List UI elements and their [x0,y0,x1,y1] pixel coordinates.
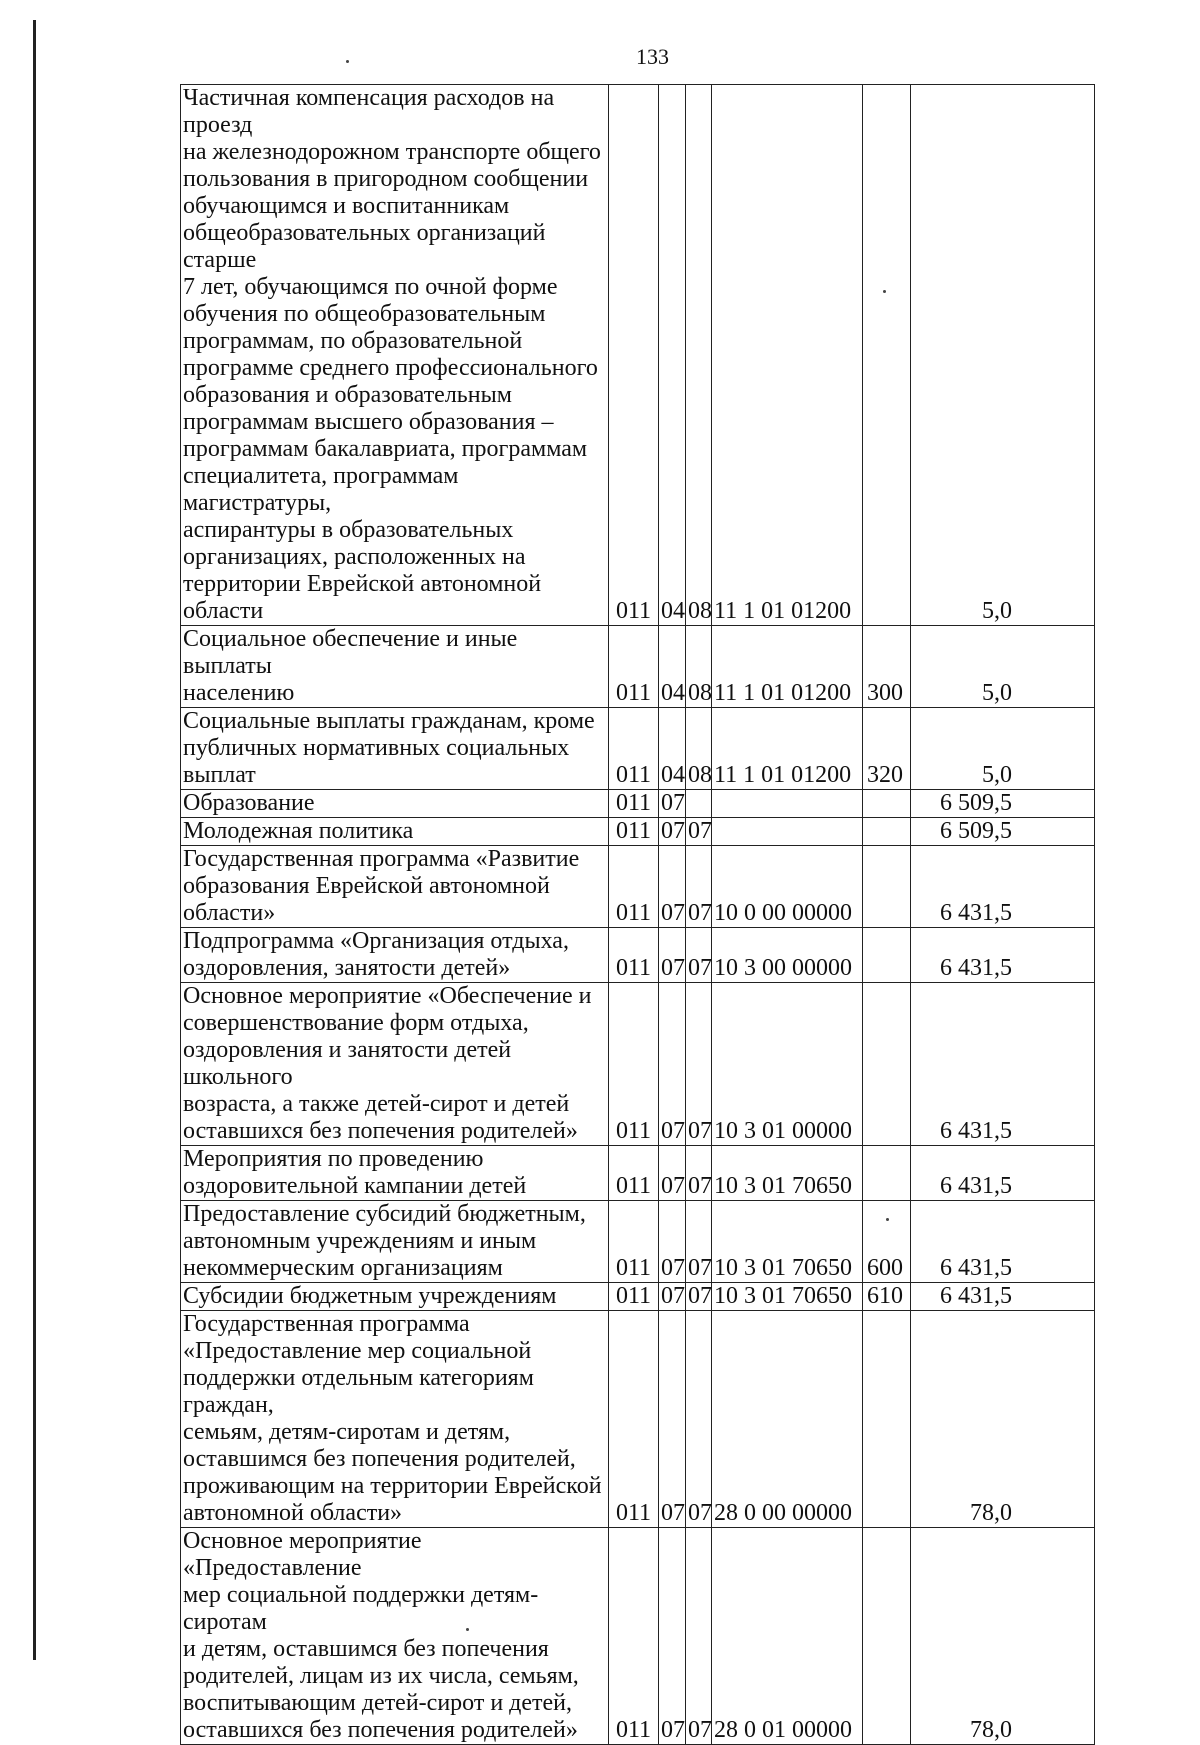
table-row [181,928,1095,983]
item-name-line: Предоставление субсидий бюджетным, [183,1201,586,1227]
item-name-line: проживающим на территории Еврейской [183,1473,602,1499]
subsection-code-cell: 08 [686,708,712,790]
expense-type-cell: 320 [863,708,911,790]
budget-table [180,84,1095,1745]
amount-cell: 78,0 [911,1528,1095,1745]
admin-code-cell: 011 [609,1528,659,1745]
item-name-cell [181,818,609,846]
amount-cell: 5,0 [911,708,1095,790]
item-name-cell [181,1146,609,1201]
subsection-code-cell: 07 [686,1528,712,1745]
item-name-line: специалитета, программам магистратуры, [183,463,459,516]
subsection-code-cell: 08 [686,626,712,708]
target-article-cell: 11 1 01 01200 [712,626,863,708]
section-code-cell: 07 [659,1146,686,1201]
subsection-code-cell: 07 [686,818,712,846]
item-name-line: пользования в пригородном сообщении [183,166,589,192]
item-name-line: Подпрограмма «Организация отдыха, [183,928,569,954]
item-name-cell [181,928,609,983]
target-article-cell: 10 0 00 00000 [712,846,863,928]
expense-type-cell [863,85,911,626]
subsection-code-cell: 07 [686,928,712,983]
item-name-line: семьям, детям-сиротам и детям, [183,1419,511,1445]
table-row [181,1201,1095,1283]
item-name-line: Субсидии бюджетным учреждениям [183,1283,557,1309]
amount-cell: 6 509,5 [911,818,1095,846]
amount-cell: 6 431,5 [911,1146,1095,1201]
section-code-cell: 07 [659,846,686,928]
item-name-line: родителей, лицам из их числа, семьям, [183,1663,579,1689]
table-row [181,983,1095,1146]
item-name-line: общеобразовательных организаций старше [183,220,546,273]
item-name-line: Основное мероприятие «Предоставление [183,1528,422,1581]
admin-code-cell: 011 [609,85,659,626]
item-name-line: Молодежная политика [183,818,414,844]
table-row [181,1528,1095,1745]
section-code-cell: 07 [659,1311,686,1528]
admin-code-cell: 011 [609,1311,659,1528]
item-name-cell [181,1528,609,1745]
item-name-line: Государственная программа «Развитие [183,846,580,872]
item-name-line: оставшимся без попечения родителей, [183,1446,576,1472]
item-name-line: организациях, расположенных на [183,544,526,570]
item-name-line: Основное мероприятие «Обеспечение и [183,983,592,1009]
item-name-line: автономным учреждениям и иным [183,1228,537,1254]
item-name-cell [181,846,609,928]
item-name-cell [181,626,609,708]
target-article-cell: 10 3 00 00000 [712,928,863,983]
item-name-line: «Предоставление мер социальной [183,1338,532,1364]
target-article-cell [712,790,863,818]
item-name-line: программам высшего образования – [183,409,554,435]
item-name-cell [181,790,609,818]
admin-code-cell: 011 [609,818,659,846]
section-code-cell: 04 [659,626,686,708]
scan-speck [346,60,349,63]
target-article-cell: 10 3 01 70650 [712,1283,863,1311]
item-name-line: области» [183,900,276,926]
item-name-line: воспитывающим детей-сирот и детей, [183,1690,573,1716]
expense-type-cell [863,1146,911,1201]
item-name-line: на железнодорожном транспорте общего [183,139,601,165]
item-name-line: Образование [183,790,315,816]
item-name-line: программе среднего профессионального [183,355,598,381]
admin-code-cell: 011 [609,790,659,818]
item-name-line: выплат [183,762,256,788]
section-code-cell: 04 [659,708,686,790]
admin-code-cell: 011 [609,626,659,708]
item-name-line: возраста, а также детей-сирот и детей [183,1091,570,1117]
section-code-cell: 07 [659,818,686,846]
target-article-cell: 28 0 00 00000 [712,1311,863,1528]
expense-type-cell [863,928,911,983]
amount-cell: 5,0 [911,85,1095,626]
item-name-line: некоммерческим организациям [183,1255,503,1281]
item-name-line: Социальное обеспечение и иные выплаты [183,626,518,679]
item-name-line: Государственная программа [183,1311,470,1337]
subsection-code-cell: 07 [686,1311,712,1528]
amount-cell: 6 431,5 [911,983,1095,1146]
item-name-cell [181,1311,609,1528]
table-row [181,846,1095,928]
item-name-line: мер социальной поддержки детям-сиротам [183,1582,539,1635]
item-name-line: оздоровления и занятости детей школьного [183,1037,512,1090]
amount-cell: 6 431,5 [911,846,1095,928]
expense-type-cell [863,1311,911,1528]
table-row [181,1283,1095,1311]
admin-code-cell: 011 [609,846,659,928]
item-name-cell [181,1201,609,1283]
binding-edge-line [33,20,36,1660]
admin-code-cell: 011 [609,708,659,790]
target-article-cell: 11 1 01 01200 [712,708,863,790]
item-name-line: 7 лет, обучающимся по очной форме [183,274,558,300]
expense-type-cell: 600 [863,1201,911,1283]
expense-type-cell [863,818,911,846]
target-article-cell: 10 3 01 70650 [712,1146,863,1201]
subsection-code-cell: 07 [686,1201,712,1283]
amount-cell: 6 431,5 [911,1283,1095,1311]
item-name-line: оставшихся без попечения родителей» [183,1717,578,1743]
subsection-code-cell: 07 [686,1146,712,1201]
expense-type-cell [863,983,911,1146]
table-row [181,1311,1095,1528]
item-name-line: и детям, оставшимся без попечения [183,1636,549,1662]
target-article-cell: 10 3 01 70650 [712,1201,863,1283]
item-name-line: автономной области» [183,1500,403,1526]
item-name-line: оставшихся без попечения родителей» [183,1118,578,1144]
section-code-cell: 07 [659,983,686,1146]
item-name-line: территории Еврейской автономной области [183,571,542,624]
item-name-line: образования Еврейской автономной [183,873,550,899]
section-code-cell: 07 [659,1528,686,1745]
item-name-line: обучающимся и воспитанникам [183,193,510,219]
table-row [181,790,1095,818]
admin-code-cell: 011 [609,1283,659,1311]
expense-type-cell: 300 [863,626,911,708]
amount-cell: 5,0 [911,626,1095,708]
subsection-code-cell: 07 [686,1283,712,1311]
expense-type-cell [863,1528,911,1745]
item-name-line: программам бакалавриата, программам [183,436,588,462]
subsection-code-cell: 07 [686,983,712,1146]
item-name-line: совершенствование форм отдыха, [183,1010,529,1036]
section-code-cell: 07 [659,928,686,983]
amount-cell: 78,0 [911,1311,1095,1528]
expense-type-cell [863,846,911,928]
item-name-line: оздоровительной кампании детей [183,1173,527,1199]
amount-cell: 6 509,5 [911,790,1095,818]
item-name-cell [181,983,609,1146]
item-name-line: Мероприятия по проведению [183,1146,484,1172]
item-name-cell [181,85,609,626]
section-code-cell: 07 [659,1201,686,1283]
section-code-cell: 07 [659,1283,686,1311]
item-name-line: Социальные выплаты гражданам, кроме [183,708,595,734]
item-name-line: аспирантуры в образовательных [183,517,514,543]
subsection-code-cell: 07 [686,846,712,928]
item-name-line: образования и образовательным [183,382,512,408]
amount-cell: 6 431,5 [911,1201,1095,1283]
item-name-line: обучения по общеобразовательным [183,301,546,327]
item-name-line: населению [183,680,295,706]
item-name-line: публичных нормативных социальных [183,735,570,761]
target-article-cell: 11 1 01 01200 [712,85,863,626]
admin-code-cell: 011 [609,1146,659,1201]
admin-code-cell: 011 [609,983,659,1146]
subsection-code-cell: 08 [686,85,712,626]
target-article-cell: 10 3 01 00000 [712,983,863,1146]
item-name-line: Частичная компенсация расходов на проезд [183,85,555,138]
expense-type-cell: 610 [863,1283,911,1311]
table-row [181,626,1095,708]
admin-code-cell: 011 [609,928,659,983]
item-name-cell [181,708,609,790]
admin-code-cell: 011 [609,1201,659,1283]
item-name-cell [181,1283,609,1311]
item-name-line: оздоровления, занятости детей» [183,955,511,981]
budget-table-body [181,85,1095,1745]
expense-type-cell [863,790,911,818]
amount-cell: 6 431,5 [911,928,1095,983]
item-name-line: поддержки отдельным категориям граждан, [183,1365,534,1418]
table-row [181,85,1095,626]
target-article-cell: 28 0 01 00000 [712,1528,863,1745]
target-article-cell [712,818,863,846]
item-name-line: программам, по образовательной [183,328,523,354]
section-code-cell: 07 [659,790,686,818]
subsection-code-cell [686,790,712,818]
table-row [181,708,1095,790]
table-row [181,1146,1095,1201]
table-row [181,818,1095,846]
section-code-cell: 04 [659,85,686,626]
page-number: 133 [636,44,669,69]
